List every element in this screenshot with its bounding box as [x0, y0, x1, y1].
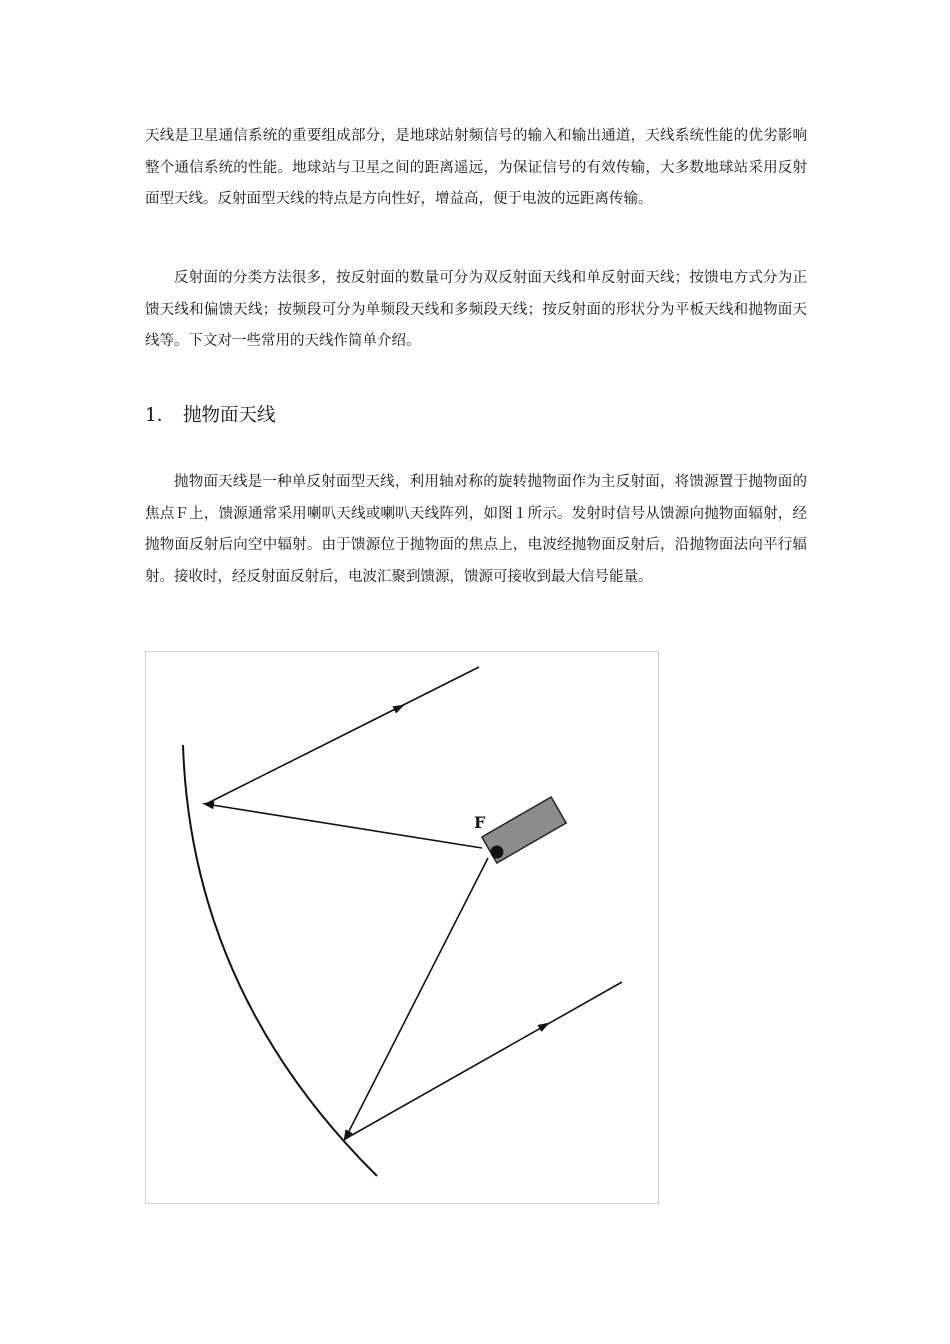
focus-label: F — [474, 813, 486, 832]
focus-point — [491, 846, 504, 859]
section-number: 1． — [145, 405, 176, 426]
parabolic-antenna-diagram — [146, 652, 660, 1205]
ray-upper-arrow-mid — [206, 705, 404, 804]
section-heading — [145, 400, 276, 432]
parabolic-antenna-figure — [145, 651, 659, 1204]
reflector-curve — [183, 745, 377, 1176]
intro-paragraph: 天线是卫星通信系统的重要组成部分，是地球站射频信号的输入和输出通道，天线系统性能的优劣影响整个通信系统的性能。地球站与卫星之间的距离遥远，为保证信号的有效传输，大多数地球站采用反射面型天线。反射面型天线的特点是方向性好，增益高，便于电波的远距离传输。 — [145, 128, 807, 207]
parabolic-antenna-paragraph: 抛物面天线是一种单反射面型天线，利用轴对称的旋转抛物面作为主反射面，将馈源置于抛物面的焦点Ｆ上，馈源通常采用喇叭天线或喇叭天线阵列，如图１所示。发射时信号从馈源向抛物面辐射，经抛物面反射后向空中辐射。由于馈源位于抛物面的焦点上，电波经抛物面反射后，沿抛物面法向平行辐射。接收时，经反射面反射后，电波汇聚到馈源，馈源可接收到最大信号能量。 — [145, 474, 807, 585]
ray-lower-arrow-mid — [345, 1023, 549, 1139]
ray-upper-arrow-left — [203, 804, 482, 849]
section-title: 抛物面天线 — [183, 405, 276, 426]
classification-paragraph: 反射面的分类方法很多，按反射面的数量可分为双反射面天线和单反射面天线；按馈电方式分为正馈天线和偏馈天线；按频段可分为单频段天线和多频段天线；按反射面的形状分为平板天线和抛物面天线等。下文对一些常用的天线作简单介绍。 — [145, 270, 807, 349]
